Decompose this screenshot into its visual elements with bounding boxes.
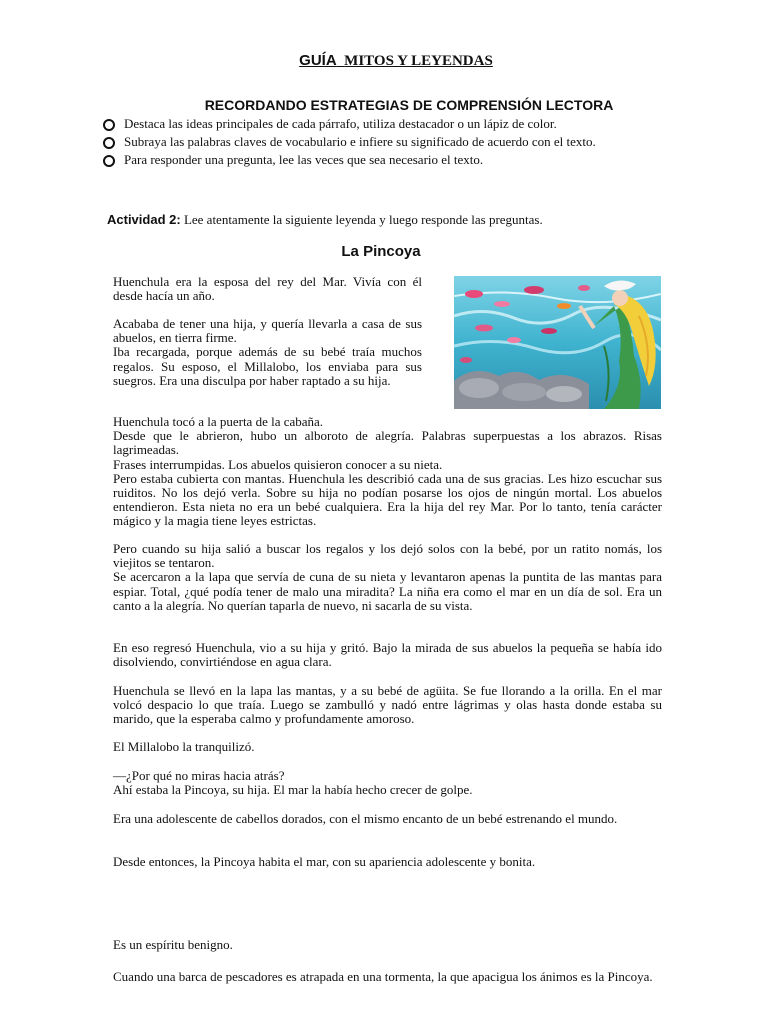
story-paragraph-3 — [113, 415, 662, 529]
paragraph-text: Acababa de tener una hija, y quería llevarla a casa de sus abuelos, en tierra firme. — [113, 316, 422, 346]
paragraph-text: Huenchula se llevó en la lapa las mantas, y a su bebé de agüita. Se fue llorando a la orilla. En el mar volcó despacio lo que traía. Luego se zambulló y nadó entre lágrimas y olas hasta donde estaba su marido, que la esperaba calmo y profundamente amoroso. — [113, 683, 662, 727]
story-paragraph-7 — [113, 740, 662, 754]
story-paragraph-2 — [113, 317, 422, 388]
activity-instruction — [107, 212, 543, 228]
strategy-list — [101, 116, 641, 170]
strategy-item — [101, 152, 641, 168]
paragraph-text: Pero estaba cubierta con mantas. Huenchula les describió cada una de sus gracias. Les hizo escuchar sus ruiditos. No los dejó verla. Sobre su hija no podían posarse los ojos de ningún mortal. Los abuelos entendieron. Esta nieta no era un bebé cualquiera. Era la hija del rey Mar. Por lo tanto, tenía carácter mágico y la magia tiene leyes estrictas. — [113, 470, 662, 529]
activity-label: Actividad 2: — [107, 212, 181, 227]
paragraph-text: —¿Por qué no miras hacia atrás? — [113, 768, 285, 783]
story-title: La Pincoya — [341, 243, 421, 260]
circle-bullet-icon — [103, 137, 115, 149]
story-paragraph-10 — [113, 855, 662, 869]
paragraph-text: Cuando una barca de pescadores es atrapada en una tormenta, la que apacigua los ánimos es la Pincoya. — [113, 969, 653, 984]
pincoya-illustration — [454, 276, 661, 409]
activity-text: Lee atentamente la siguiente leyenda y luego responde las preguntas. — [183, 212, 543, 227]
title-guia: GUÍA — [299, 52, 337, 69]
strategy-text: Destaca las ideas principales de cada párrafo, utiliza destacador o un lápiz de color. — [124, 116, 557, 131]
story-paragraph-1 — [113, 275, 422, 303]
story-paragraph-6 — [113, 684, 662, 727]
strategy-text: Para responder una pregunta, lee las veces que sea necesario el texto. — [124, 152, 484, 167]
paragraph-text: Era una adolescente de cabellos dorados, con el mismo encanto de un bebé estrenando el mundo. — [113, 811, 618, 826]
mermaid-image — [454, 276, 661, 409]
page-title — [0, 52, 768, 70]
paragraph-text: En eso regresó Huenchula, vio a su hija y gritó. Bajo la mirada de sus abuelos la pequeña se había ido disolviendo, convirtiéndose en agua clara. — [113, 640, 662, 670]
strategy-item — [101, 116, 641, 132]
paragraph-text: Huenchula tocó a la puerta de la cabaña. — [113, 414, 324, 429]
paragraph-text: Pero cuando su hija salió a buscar los regalos y los dejó solos con la bebé, por un ratito nomás, los viejitos se tentaron. — [113, 541, 662, 571]
paragraph-text: Ahí estaba la Pincoya, su hija. El mar la había hecho crecer de golpe. — [113, 782, 473, 798]
paragraph-text: Frases interrumpidas. Los abuelos quisieron conocer a su nieta. — [113, 456, 443, 472]
circle-bullet-icon — [103, 155, 115, 167]
paragraph-text: Se acercaron a la lapa que servía de cuna de su nieta y levantaron apenas la puntita de las mantas para espiar. Total, ¿qué podía tener de malo una miradita? La niña era como el mar en un día de sol. Era un canto a la alegría. No querían taparla de nuevo, ni sacarla de su vista. — [113, 569, 662, 613]
circle-bullet-icon — [103, 119, 115, 131]
paragraph-text: El Millalobo la tranquilizó. — [113, 739, 255, 754]
story-paragraph-11 — [113, 938, 662, 952]
title-rest: MITOS Y LEYENDAS — [344, 53, 493, 69]
paragraph-text: Desde entonces, la Pincoya habita el mar, con su apariencia adolescente y bonita. — [113, 854, 536, 869]
paragraph-text: Iba recargada, porque además de su bebé traía muchos regalos. Su esposo, el Millalobo, los enviaba para sus suegros. Era una disculpa por haber raptado a su hija. — [113, 344, 422, 388]
story-paragraph-5 — [113, 641, 662, 669]
paragraph-text: Huenchula era la esposa del rey del Mar. Vivía con él desde hacía un año. — [113, 274, 422, 304]
story-paragraph-8 — [113, 769, 662, 797]
story-paragraph-9 — [113, 812, 662, 826]
paragraph-text: Desde que le abrieron, hubo un alboroto de alegría. Palabras superpuestas a los abrazos. Risas lagrimeadas. — [113, 428, 662, 458]
story-paragraph-12 — [113, 970, 662, 984]
paragraph-text: Es un espíritu benigno. — [113, 937, 233, 952]
strategy-text: Subraya las palabras claves de vocabulario e infiere su significado de acuerdo con el texto. — [124, 134, 596, 149]
story-paragraph-4 — [113, 542, 662, 613]
section-heading: RECORDANDO ESTRATEGIAS DE COMPRENSIÓN LECTORA — [204, 97, 614, 113]
strategy-item — [101, 134, 641, 150]
